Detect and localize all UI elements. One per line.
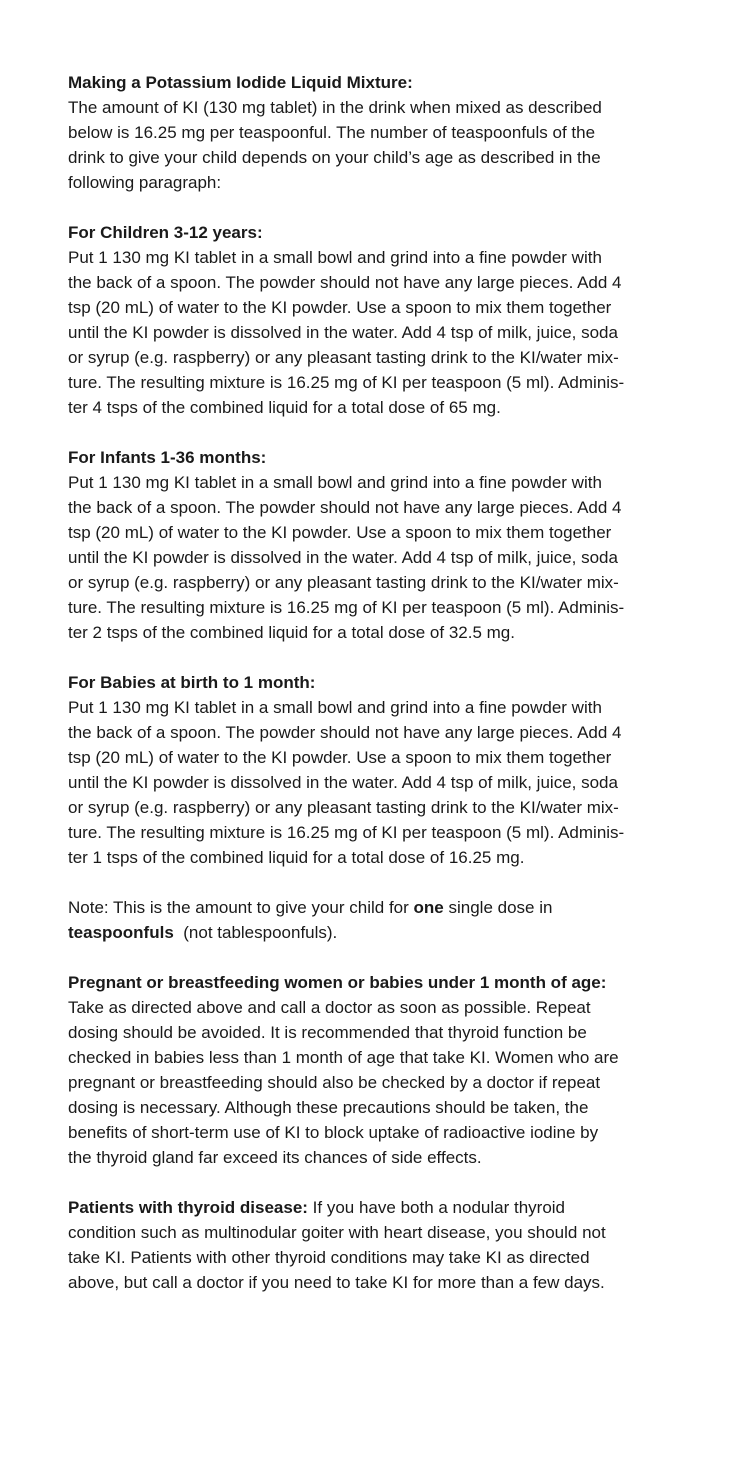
note-text-part1: Note: This is the amount to give your child for [68, 898, 414, 917]
infants-text: Put 1 130 mg KI tablet in a small bowl and grind into a fine powder with the back of a spoon. The powder should not have any large pieces. Add 4 tsp (20 mL) of water to the KI powder. Use a spoon to mix them together until the KI powder is dissolved in the water. Add 4 tsp of milk, juice, soda or syrup (e.g. raspberry) or any pleasant tasting drink to the KI/water mix- ture. The resulting mixture is 16.25 mg of KI per teaspoon (5 ml). Adminis- ter 2 tsps of the combined liquid for a total dose of 32.5 mg. [68, 473, 625, 642]
babies-heading: For Babies at birth to 1 month: [68, 673, 316, 692]
thyroid-paragraph [68, 1195, 718, 1295]
note-text-part3: (not tablespoonfuls). [173, 923, 338, 942]
intro-text: The amount of KI (130 mg tablet) in the drink when mixed as described below is 16.25 mg per teaspoonful. The number of teaspoonfuls of the drink to give your child depends on your child’s age as described in the following paragraph: [68, 98, 602, 192]
children-heading: For Children 3-12 years: [68, 223, 263, 242]
thyroid-section [68, 1195, 718, 1295]
pregnant-heading: Pregnant or breastfeeding women or babies under 1 month of age: [68, 973, 607, 992]
children-section [68, 220, 718, 420]
babies-text: Put 1 130 mg KI tablet in a small bowl and grind into a fine powder with the back of a spoon. The powder should not have any large pieces. Add 4 tsp (20 mL) of water to the KI powder. Use a spoon to mix them together until the KI powder is dissolved in the water. Add 4 tsp of milk, juice, soda or syrup (e.g. raspberry) or any pleasant tasting drink to the KI/water mix- ture. The resulting mixture is 16.25 mg of KI per teaspoon (5 ml). Adminis- ter 1 tsps of the combined liquid for a total dose of 16.25 mg. [68, 698, 625, 867]
note-section [68, 895, 718, 945]
note-bold-teaspoonfuls: teaspoonfuls [68, 923, 174, 942]
infants-heading: For Infants 1-36 months: [68, 448, 267, 467]
children-text: Put 1 130 mg KI tablet in a small bowl and grind into a fine powder with the back of a spoon. The powder should not have any large pieces. Add 4 tsp (20 mL) of water to the KI powder. Use a spoon to mix them together until the KI powder is dissolved in the water. Add 4 tsp of milk, juice, soda or syrup (e.g. raspberry) or any pleasant tasting drink to the KI/water mix- ture. The resulting mixture is 16.25 mg of KI per teaspoon (5 ml). Adminis- ter 4 tsps of the combined liquid for a total dose of 65 mg. [68, 248, 625, 417]
document-page [68, 70, 718, 1320]
intro-heading: Making a Potassium Iodide Liquid Mixture: [68, 73, 413, 92]
note-text-part2: single dose in [443, 898, 553, 917]
pregnant-text: Take as directed above and call a doctor as soon as possible. Repeat dosing should be avoided. It is recommended that thyroid function be checked in babies less than 1 month of age that take KI. Women who are pregnant or breastfeeding should also be checked by a doctor if repeat dosing is necessary. Although these precautions should be taken, the benefits of short-term use of KI to block uptake of radioactive iodine by the thyroid gland far exceed its chances of side effects. [68, 998, 619, 1167]
thyroid-text: If you have both a nodular thyroid condition such as multinodular goiter with heart disease, you should not take KI. Patients with other thyroid conditions may take KI as directed above, but call a doctor if you need to take KI for more than a few days. [68, 1198, 606, 1292]
intro-section [68, 70, 718, 195]
pregnant-section [68, 970, 718, 1170]
note-bold-one: one [413, 898, 444, 917]
thyroid-heading: Patients with thyroid disease: [68, 1198, 308, 1217]
babies-section [68, 670, 718, 870]
infants-section [68, 445, 718, 645]
